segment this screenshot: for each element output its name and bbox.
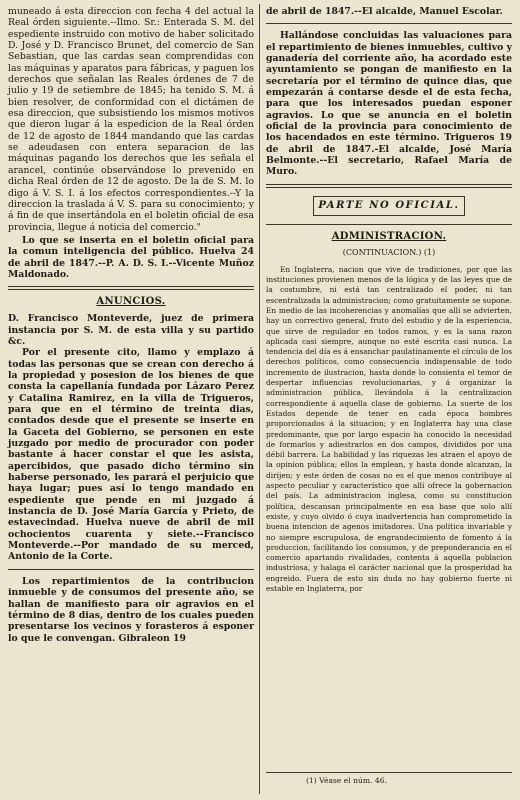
divider xyxy=(266,224,512,225)
section-divider xyxy=(8,286,254,290)
left-column xyxy=(8,6,254,644)
divider xyxy=(8,569,254,570)
contribution-notice: Los repartimientos de la contribucion inmueble y de consumos del presente año, se hallan de manifiesto para oir agravios en el término de 8 dias, dentro de los cuales pueden presentarse los vecinos y forasteros á esponer lo que le convengan. Gibraleon 19 xyxy=(8,575,254,644)
administracion-heading: ADMINISTRACION. xyxy=(331,230,447,242)
summons-paragraph: Por el presente cito, llamo y emplazo á todas las personas que se crean con derecho á la propiedad y posesion de los bienes de que consta la capellanía fundada por Lázaro Perez y Catalina Ramirez, en la villa de Trigueros, para que en el término de treinta dias, contados desde que el presente se inserte en la Gaceta del Gobierno, se personen en este juzgado por medio de procurador con poder bastante á hacer constar el que les asista, apercibidos, que pasado dicho término sin haberse personado, les parará el perjuicio que haya lugar; pues así lo tengo mandado en espediente que pende en mi juzgado á instancia de D. José María García y Prieto, de estavecindad. Huelva nueve de abril de mil ochocientos cuarenta y siete.--Francisco Monteverde.--Por mandado de su merced, Antonio de la Corte. xyxy=(8,347,254,563)
anuncios-heading: ANUNCIOS. xyxy=(96,296,166,308)
administration-article: En Inglaterra, nacion que vive de tradiciones, por que las instituciones provienen menos de la lógica y de las leyes que de la costumbre, ni está tan centralizado el poder, ni tan escentralizada la administracion; como gratuitamente se supone. En medio de las incoherencias y anomalías que allí se advierten, hay un correctivo general, fruto del estudio y de la esperiencia, que sirve de regulador en todos ramos, y es la sana razon aplicada casi siempre, aunque no esté escrita casi nunca. La tendencia del día es á ensanchar paulatinamente el círculo de los derechos políticos, como consecuencia indispensable de todo incremento de ilustracion, hasta donde lo consienta el temor de despertar influencias revolucionarias, y á organizar la administracion pública, llevándola á la centralizacion correspondiente á aquella clase de gobierno. La suerte de los Estados depende de tener en cada época hombres proporcionados á la situacion; y en Inglaterra hay una clase predominante, que por largo espacio ha conocido la necesidad de formarlos y adiestrarlos en dos campos, divididos por una débil barrera. La habilidad y las riquezas les atraen el apoyo de la opinion pública; ellos la emplean, y hasta donde alcanzan, la dirijen; y este órden de cosas no es el que menos contribuye al aspecto peculiar y característico que allí ofrece la gobernacion del país. La administracion inglesa, como su constitucion política, descansan principalmente en esa base que solo allí existe, y cuyo olvido ó cuya inadvertencia han comprometido la buena intencion de agenos imitadores. Una política invariable y no siempre escrupulosa, de engrandecimiento de fomento á la produccion, facilitando los consumos, y de preponderancia en el comercio apartando rivalidades, contenta á aquella poblacion industriosa, y halaga el carácter nacional que la prosperidad ha engreido. Fuera de esto sin duda no hay gobierno fuerte ni estable en Inglaterra, por xyxy=(266,264,512,594)
signature-line: de abril de 1847.--El alcalde, Manuel Escolar. xyxy=(266,6,503,17)
insertion-notice: Lo que se inserta en el boletin oficial para la comun inteligencia del público. Huelva 24 de abril de 1847.--P. A. D. S. I.--Vicente Muñoz Maldonado. xyxy=(8,234,254,280)
section-divider xyxy=(266,184,512,188)
column-rule xyxy=(259,4,260,794)
divider xyxy=(266,23,512,24)
judge-heading: D. Francisco Monteverde, juez de primera instancia por S. M. de esta villa y su partido &c. xyxy=(8,313,254,347)
right-column xyxy=(266,6,512,594)
footnote xyxy=(266,772,512,785)
parte-no-oficial-banner: PARTE NO OFICIAL. xyxy=(313,196,465,216)
footnote-text: (1) Véase el núm. 46. xyxy=(306,776,388,785)
continuacion-label: (CONTINUACION.) (1) xyxy=(342,247,436,257)
royal-order-paragraph: muneado á esta direccion con fecha 4 del actual la Real órden siguiente.--Ilmo. Sr.: Enterada S. M. del espediente instruido con motivo de haber solicitado D. José y D. Francisco Brunet, del comercio de San Sebastian, que las cardas sean comprendidas con las máquinas y aparatos para fábricas, y paguen los derechos que señalan las Reales órdenes de 7 de julio y 19 de setiembre de 1845; ha tenido S. M. á bien resolver, de conformidad con el dictámen de esa direccion, que subsistiendo los mismos motivos que dieron lugar á la espedicion de la Real órden de 12 de agosto de 1844 mandando que las cardas se adeudasen con entera separacion de las máquinas pagando los derechos que les señala el arancel, continúe observándose lo prevenido en dicha Real órden de 12 de agosto. De la de S. M. lo digo á V. S. I. á los efectos correspondientes.--Y la direccion la traslada á V. S. para su conocimiento; y á fin de que insertándola en el boletin oficial de esa provincia, llegue á noticia del comercio." xyxy=(8,6,254,233)
valuations-notice: Hallándose concluidas las valuaciones para el repartimiento de bienes inmuebles, cultivo y ganadería del corriente año, ha acordado este ayuntamiento se pongan de manifiesto en la secretaría por el término de quince dias, que empezarán á contarse desde el de esta fecha, para que los interesados puedan esponer agravios. Lo que se anuncia en el boletin oficial de la provincia para conocimiento de los hacendados en este término. Trigueros 19 de abril de 1847.-El alcalde, José María Belmonte.--El secretario, Rafael María de Muro. xyxy=(266,30,512,178)
